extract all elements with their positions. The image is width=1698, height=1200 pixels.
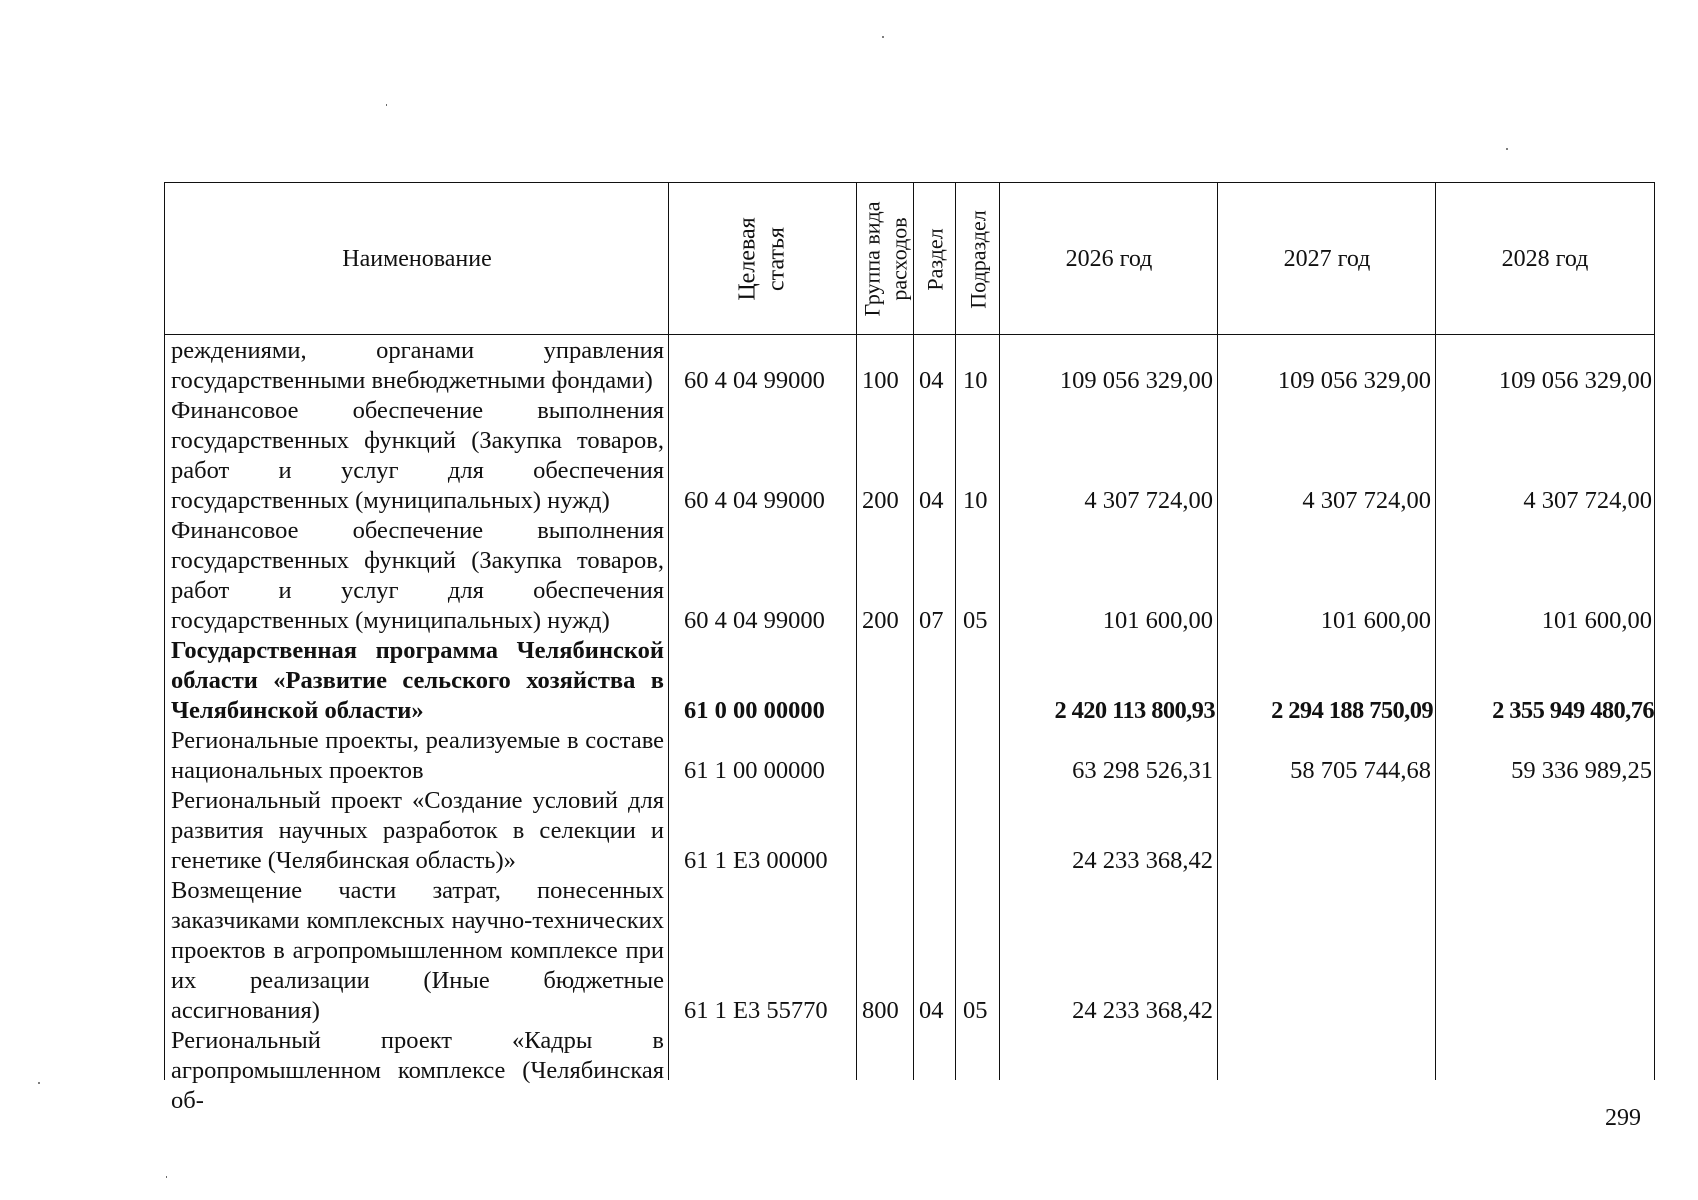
row-2026: 4 307 724,00 xyxy=(1084,487,1213,514)
col-border xyxy=(1654,182,1655,1080)
col-border xyxy=(668,182,669,1080)
col-border xyxy=(1217,182,1218,1080)
row-code: 60 4 04 99000 xyxy=(684,607,825,634)
table-top-border xyxy=(164,182,1655,183)
header-target-article xyxy=(670,184,856,334)
scan-speck xyxy=(166,1176,167,1178)
row-name: Возмещение части затрат, понесенных заказчиками комплексных научно-технических проектов в агропромышленном комплексе при их реализации (Иные бюджетные ассигнования) xyxy=(171,877,664,1024)
col-border xyxy=(999,182,1000,1080)
col-border xyxy=(955,182,956,1080)
header-year-2028: 2028 год xyxy=(1501,245,1589,272)
row-code: 61 1 E3 00000 xyxy=(684,847,828,874)
row-name: Региональные проекты, реализуемые в составе национальных проектов xyxy=(171,727,664,784)
row-2026: 63 298 526,31 xyxy=(1072,757,1213,784)
header-name: Наименование xyxy=(342,245,492,272)
row-subsection: 10 xyxy=(963,487,988,514)
row-2027: 4 307 724,00 xyxy=(1302,487,1431,514)
col-border xyxy=(913,182,914,1080)
row-code: 61 1 E3 55770 xyxy=(684,997,828,1024)
row-2026: 24 233 368,42 xyxy=(1072,997,1213,1024)
row-group: 200 xyxy=(862,487,899,514)
row-name: реждениями, органами управления государственными внебюджетными фондами) xyxy=(171,337,664,394)
row-code: 61 1 00 00000 xyxy=(684,757,825,784)
col-border xyxy=(1435,182,1436,1080)
row-name: Региональный проект «Создание условий для развития научных разработок в селекции и генетике (Челябинская область)» xyxy=(171,787,664,874)
row-code: 60 4 04 99000 xyxy=(684,367,825,394)
row-section: 07 xyxy=(919,607,944,634)
header-year-2026: 2026 год xyxy=(1065,245,1153,272)
row-section: 04 xyxy=(919,487,944,514)
row-2028: 109 056 329,00 xyxy=(1498,367,1652,394)
row-2028: 2 355 949 480,76 xyxy=(1492,697,1654,724)
header-expense-group xyxy=(858,184,913,334)
row-section: 04 xyxy=(919,997,944,1024)
row-subsection: 10 xyxy=(963,367,988,394)
row-name: Финансовое обеспечение выполнения государственных функций (Закупка товаров, работ и услуг для обеспечения государственных (муниципальных) нужд) xyxy=(171,517,664,634)
row-name: Финансовое обеспечение выполнения государственных функций (Закупка товаров, работ и услуг для обеспечения государственных (муниципальных) нужд) xyxy=(171,397,664,514)
header-subsection: Подраздел xyxy=(965,209,991,309)
header-target-article-line2: статья xyxy=(763,227,790,291)
header-bottom-border xyxy=(164,334,1655,335)
row-2026: 2 420 113 800,93 xyxy=(1054,697,1215,724)
row-2027: 101 600,00 xyxy=(1320,607,1431,634)
row-2028: 101 600,00 xyxy=(1541,607,1652,634)
row-code: 61 0 00 00000 xyxy=(684,697,825,724)
row-name: Государственная программа Челябинской области «Развитие сельского хозяйства в Челябинской области» xyxy=(171,637,664,724)
row-subsection: 05 xyxy=(963,607,988,634)
scan-speck xyxy=(38,1082,40,1084)
row-2027: 109 056 329,00 xyxy=(1277,367,1431,394)
col-border xyxy=(856,182,857,1080)
scan-speck xyxy=(1506,148,1508,150)
row-2026: 101 600,00 xyxy=(1102,607,1213,634)
row-code: 60 4 04 99000 xyxy=(684,487,825,514)
header-section: Раздел xyxy=(922,227,948,291)
col-border xyxy=(164,182,165,1080)
row-group: 200 xyxy=(862,607,899,634)
row-name: Региональный проект «Кадры в агропромышленном комплексе (Челябинская об- xyxy=(171,1027,664,1114)
row-2026: 24 233 368,42 xyxy=(1072,847,1213,874)
row-group: 800 xyxy=(862,997,899,1024)
row-2028: 59 336 989,25 xyxy=(1511,757,1652,784)
header-target-article-line1: Целевая xyxy=(734,217,761,301)
row-2026: 109 056 329,00 xyxy=(1059,367,1213,394)
row-2028: 4 307 724,00 xyxy=(1523,487,1652,514)
scan-speck xyxy=(882,36,884,38)
row-subsection: 05 xyxy=(963,997,988,1024)
row-2027: 58 705 744,68 xyxy=(1290,757,1431,784)
scan-speck xyxy=(386,104,387,106)
row-2027: 2 294 188 750,09 xyxy=(1271,697,1433,724)
page-number: 299 xyxy=(1605,1105,1641,1131)
header-expense-group-line1: Группа вида xyxy=(859,201,885,317)
header-expense-group-line2: расходов xyxy=(886,217,912,301)
row-group: 100 xyxy=(862,367,899,394)
header-year-2027: 2027 год xyxy=(1283,245,1371,272)
row-section: 04 xyxy=(919,367,944,394)
